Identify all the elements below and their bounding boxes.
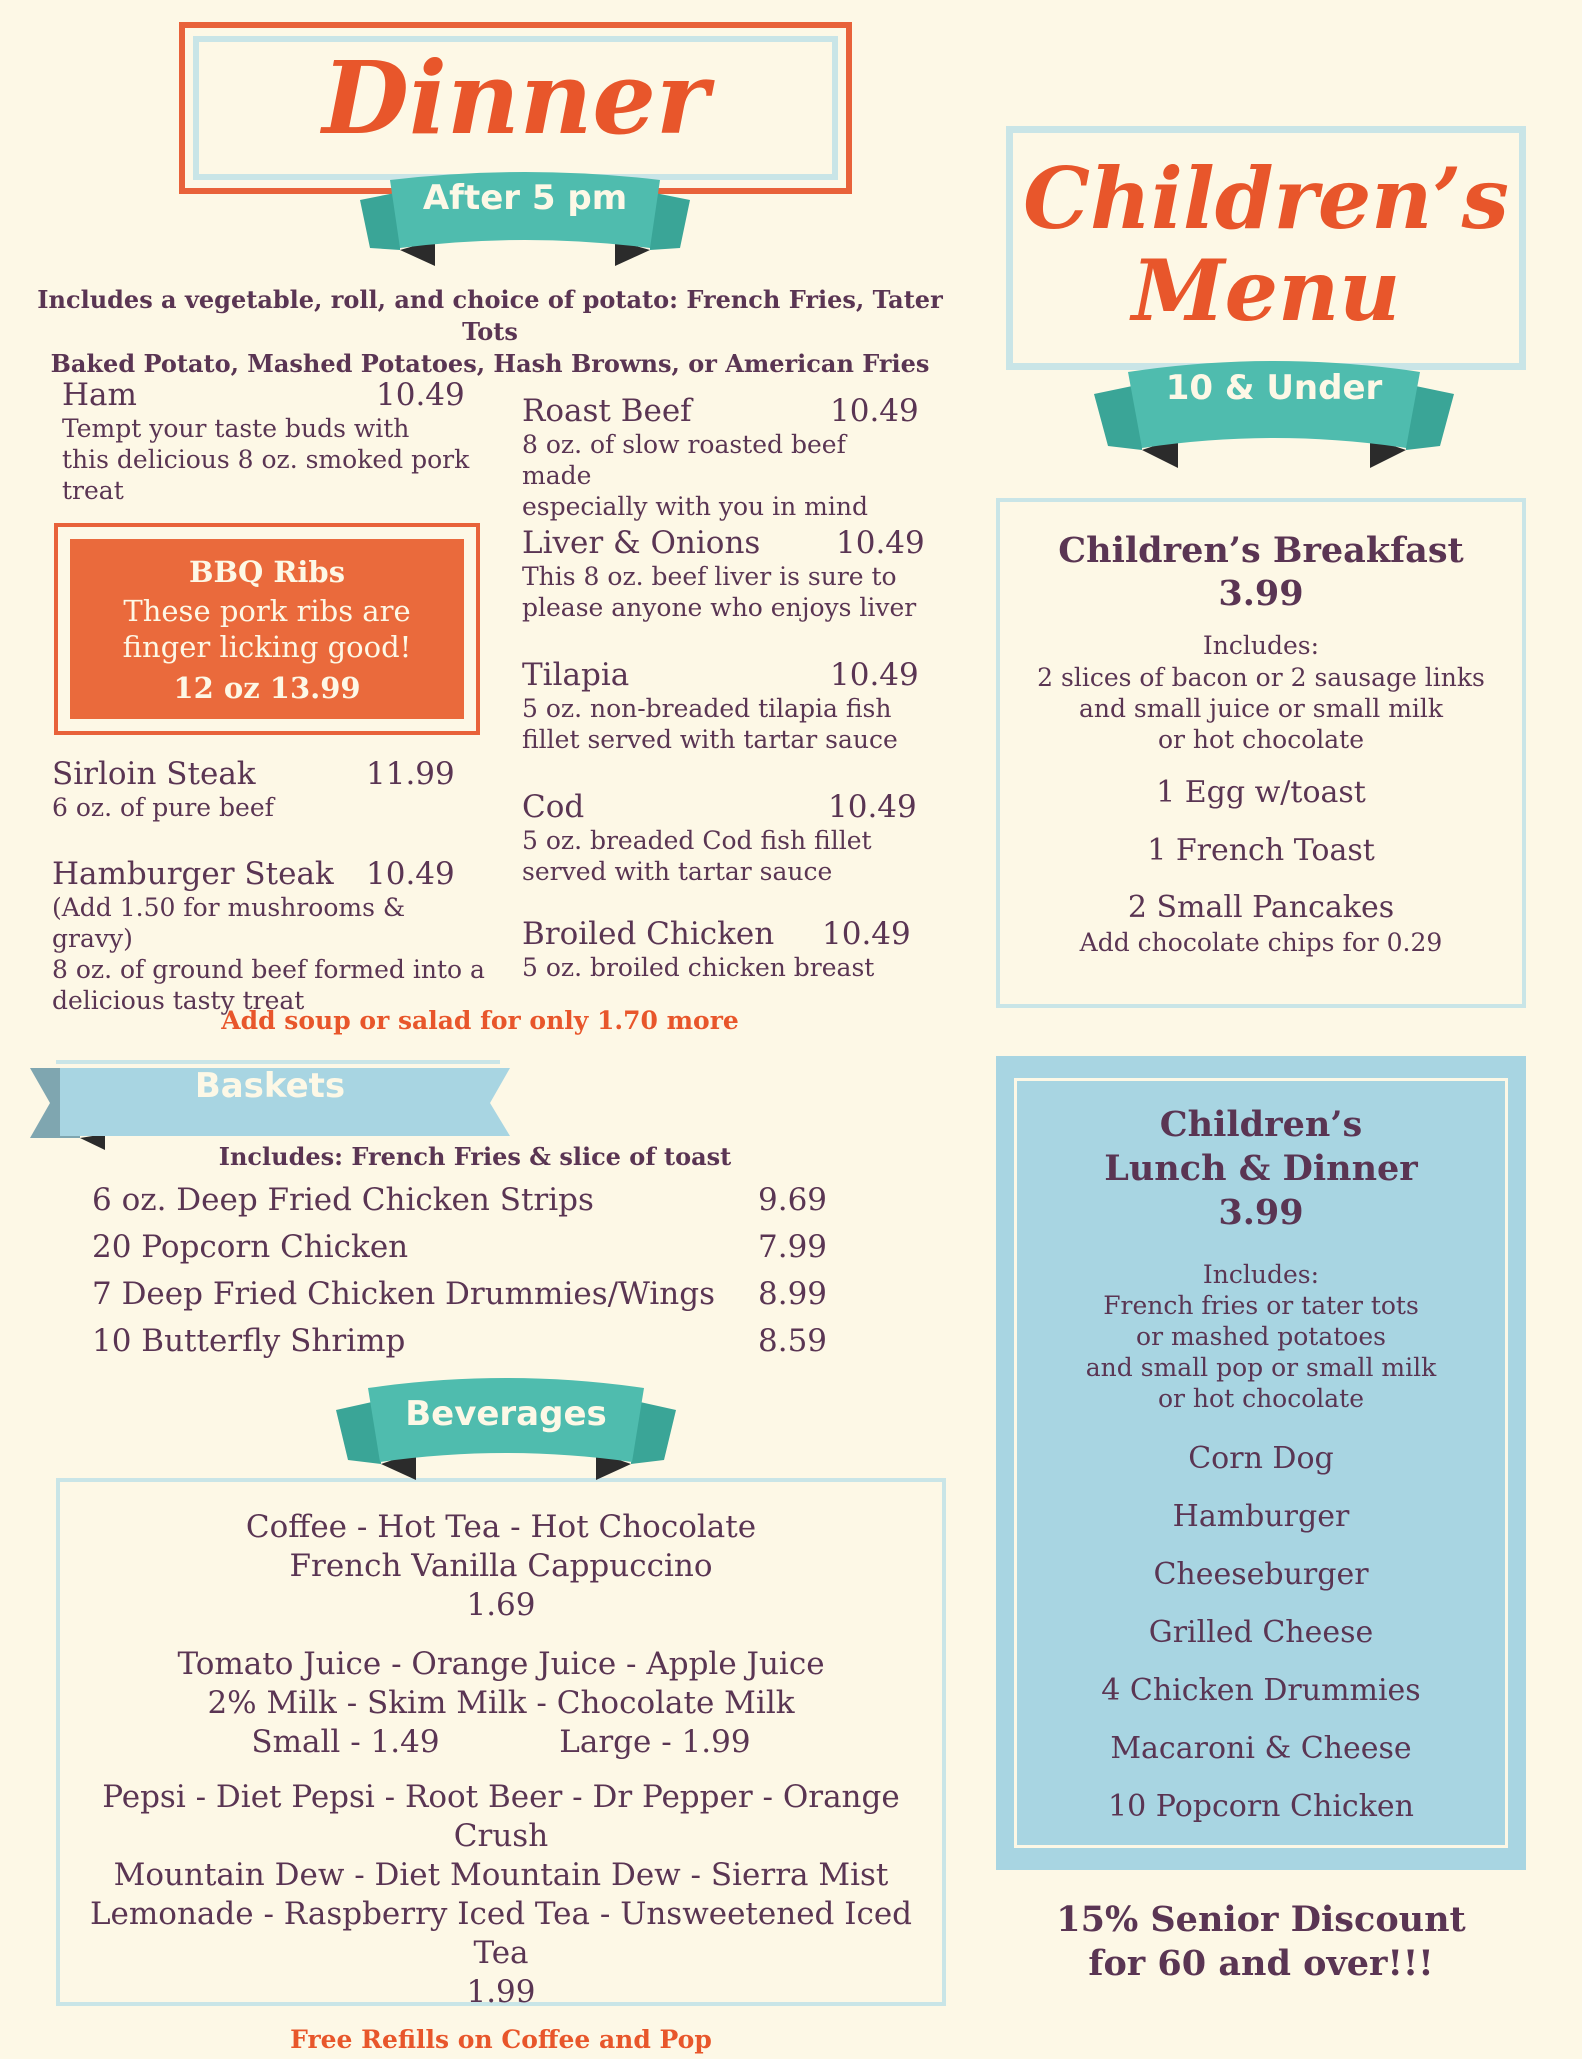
basket-item	[92, 1229, 852, 1276]
after-5pm-ribbon	[360, 170, 690, 270]
lunch-item: Macaroni & Cheese	[1110, 1731, 1412, 1766]
beverage-size-prices	[60, 1723, 942, 1762]
bbq-ribs-feature	[54, 523, 480, 735]
beverage-line: Coffee - Hot Tea - Hot Chocolate	[245, 1509, 757, 1545]
beverage-small-price: Small - 1.49	[251, 1724, 440, 1760]
ten-under-ribbon	[1094, 354, 1454, 474]
free-refills-note: Free Refills on Coffee and Pop	[290, 2025, 712, 2054]
breakfast-includes-line: or hot chocolate	[1157, 725, 1365, 754]
basket-item-price: 7.99	[758, 1229, 828, 1265]
childrens-lunch-box	[996, 1056, 1526, 1870]
childrens-title-line2: Menu	[1131, 241, 1401, 340]
lunch-item: Corn Dog	[1188, 1441, 1334, 1476]
item-price: 10.49	[836, 525, 925, 561]
beverages-ribbon	[336, 1372, 676, 1482]
senior-discount-line2: for 60 and over!!!	[1088, 1943, 1434, 1984]
childrens-title-frame	[1006, 126, 1526, 370]
ten-under-label: 10 & Under	[1165, 368, 1383, 408]
breakfast-item: 1 French Toast	[1147, 833, 1375, 868]
dinner-title: Dinner	[322, 39, 709, 157]
dinner-includes	[20, 284, 960, 380]
item-desc-line: (Add 1.50 for mushrooms & gravy)	[52, 893, 406, 953]
menu-item-cod	[522, 789, 922, 899]
bbq-ribs-name: BBQ Ribs	[188, 555, 346, 589]
item-desc-line: delicious tasty treat	[52, 986, 305, 1015]
lunch-item: Grilled Cheese	[1148, 1615, 1374, 1650]
item-name: Cod	[522, 789, 585, 825]
item-desc-line: This 8 oz. beef liver is sure to	[522, 562, 897, 591]
beverage-price: 1.99	[466, 1974, 536, 2010]
item-name: Roast Beef	[522, 393, 692, 429]
basket-item-price: 9.69	[758, 1182, 828, 1218]
breakfast-item: 2 Small Pancakes	[1127, 890, 1395, 925]
basket-item	[92, 1276, 852, 1323]
basket-item-price: 8.99	[758, 1276, 828, 1312]
senior-discount-line1: 15% Senior Discount	[1056, 1899, 1466, 1940]
lunch-item: 10 Popcorn Chicken	[1108, 1789, 1414, 1824]
beverage-line: 2% Milk - Skim Milk - Chocolate Milk	[207, 1685, 795, 1721]
breakfast-note: Add chocolate chips for 0.29	[1079, 928, 1443, 957]
lunch-title-line2: Lunch & Dinner	[1104, 1148, 1418, 1189]
beverages-title: Beverages	[405, 1394, 607, 1434]
lunch-title-line1: Children’s	[1159, 1104, 1363, 1145]
item-desc-line: fillet served with tartar sauce	[522, 725, 898, 754]
beverage-line: Mountain Dew - Diet Mountain Dew - Sierra Mist	[113, 1857, 889, 1893]
baskets-includes: Includes: French Fries & slice of toast	[218, 1142, 732, 1171]
bbq-ribs-desc-line1: These pork ribs are	[123, 594, 411, 628]
item-desc-line: 8 oz. of ground beef formed into a	[52, 955, 485, 984]
item-desc-line: 6 oz. of pure beef	[52, 793, 274, 822]
breakfast-title: Children’s Breakfast	[1058, 530, 1464, 571]
baskets-title: Baskets	[194, 1066, 346, 1106]
bbq-ribs-panel	[70, 539, 464, 719]
item-name: Sirloin Steak	[52, 756, 256, 792]
lunch-item: Hamburger	[1172, 1499, 1350, 1534]
basket-item-price: 8.59	[758, 1323, 828, 1359]
dinner-includes-line2: Baked Potato, Mashed Potatoes, Hash Browns, or American Fries	[50, 349, 930, 378]
basket-item-name: 10 Butterfly Shrimp	[92, 1323, 406, 1359]
item-name: Hamburger Steak	[52, 856, 334, 892]
item-desc-line: treat	[62, 476, 124, 505]
after-5pm-label: After 5 pm	[422, 178, 628, 218]
beverages-content	[60, 1508, 942, 2059]
item-price: 10.49	[376, 377, 465, 413]
item-desc-line: this delicious 8 oz. smoked pork	[62, 445, 470, 474]
beverage-line: Tomato Juice - Orange Juice - Apple Juice	[177, 1646, 825, 1682]
menu-item-sirloin-steak	[52, 756, 472, 836]
beverage-price: 1.69	[466, 1587, 536, 1623]
dinner-title-frame	[179, 22, 852, 194]
item-desc-line: please anyone who enjoys liver	[522, 593, 917, 622]
item-desc-line: especially with you in mind	[522, 492, 868, 521]
lunch-includes-label: Includes:	[1202, 1260, 1320, 1289]
item-desc-line: served with tartar sauce	[522, 857, 833, 886]
breakfast-includes-line: and small juice or small milk	[1078, 694, 1444, 723]
baskets-list	[92, 1182, 852, 1370]
lunch-item: 4 Chicken Drummies	[1101, 1673, 1421, 1708]
item-price: 10.49	[828, 789, 917, 825]
item-desc-line: Tempt your taste buds with	[62, 414, 410, 443]
basket-item	[92, 1182, 852, 1229]
menu-item-broiled-chicken	[522, 916, 932, 996]
baskets-banner	[30, 1048, 520, 1150]
basket-item-name: 7 Deep Fried Chicken Drummies/Wings	[92, 1276, 716, 1312]
menu-item-roast-beef	[522, 393, 922, 521]
basket-item	[92, 1323, 852, 1370]
beverage-line: Lemonade - Raspberry Iced Tea - Unsweetened Iced Tea	[89, 1896, 913, 1971]
dinner-includes-line1: Includes a vegetable, roll, and choice of potato: French Fries, Tater Tots	[37, 285, 943, 346]
breakfast-includes-label: Includes:	[1202, 631, 1320, 660]
item-desc-line: 5 oz. broiled chicken breast	[522, 953, 875, 982]
beverage-line: Pepsi - Diet Pepsi - Root Beer - Dr Pepper - Orange Crush	[102, 1779, 900, 1854]
breakfast-price: 3.99	[1218, 573, 1304, 614]
lunch-price: 3.99	[1218, 1192, 1304, 1233]
lunch-item: Cheeseburger	[1153, 1557, 1369, 1592]
menu-item-tilapia	[522, 657, 922, 767]
childrens-breakfast-box	[996, 498, 1526, 1008]
menu-item-ham	[62, 377, 472, 517]
item-name: Tilapia	[522, 657, 630, 693]
item-price: 11.99	[366, 756, 455, 792]
lunch-includes-line: or mashed potatoes	[1136, 1322, 1386, 1351]
item-desc-line: 5 oz. breaded Cod fish fillet	[522, 826, 872, 855]
item-price: 10.49	[830, 657, 919, 693]
beverage-line: French Vanilla Cappuccino	[289, 1548, 713, 1584]
lunch-includes-line: or hot chocolate	[1157, 1384, 1365, 1413]
item-name: Liver & Onions	[522, 525, 761, 561]
bbq-ribs-price: 12 oz 13.99	[173, 671, 361, 705]
senior-discount	[996, 1898, 1526, 1986]
item-price: 10.49	[830, 393, 919, 429]
item-name: Ham	[62, 377, 137, 413]
item-price: 10.49	[366, 856, 455, 892]
item-name: Broiled Chicken	[522, 916, 775, 952]
lunch-includes-line: and small pop or small milk	[1085, 1353, 1437, 1382]
item-desc-line: 5 oz. non-breaded tilapia fish	[522, 694, 892, 723]
item-desc-line: 8 oz. of slow roasted beef made	[522, 430, 846, 490]
item-price: 10.49	[822, 916, 911, 952]
soup-salad-addon: Add soup or salad for only 1.70 more	[221, 1006, 739, 1035]
lunch-includes-line: French fries or tater tots	[1103, 1291, 1419, 1320]
childrens-title-line1: Children’s	[1023, 149, 1509, 248]
basket-item-name: 6 oz. Deep Fried Chicken Strips	[92, 1182, 594, 1218]
bbq-ribs-desc-line2: finger licking good!	[122, 630, 412, 664]
lunch-inner-border	[1014, 1078, 1508, 1848]
basket-item-name: 20 Popcorn Chicken	[92, 1229, 409, 1265]
menu-item-hamburger-steak	[52, 856, 492, 1015]
menu-item-liver-onions	[522, 525, 932, 635]
breakfast-item: 1 Egg w/toast	[1156, 775, 1366, 810]
breakfast-includes-line: 2 slices of bacon or 2 sausage links	[1037, 663, 1485, 692]
beverage-large-price: Large - 1.99	[559, 1724, 751, 1760]
